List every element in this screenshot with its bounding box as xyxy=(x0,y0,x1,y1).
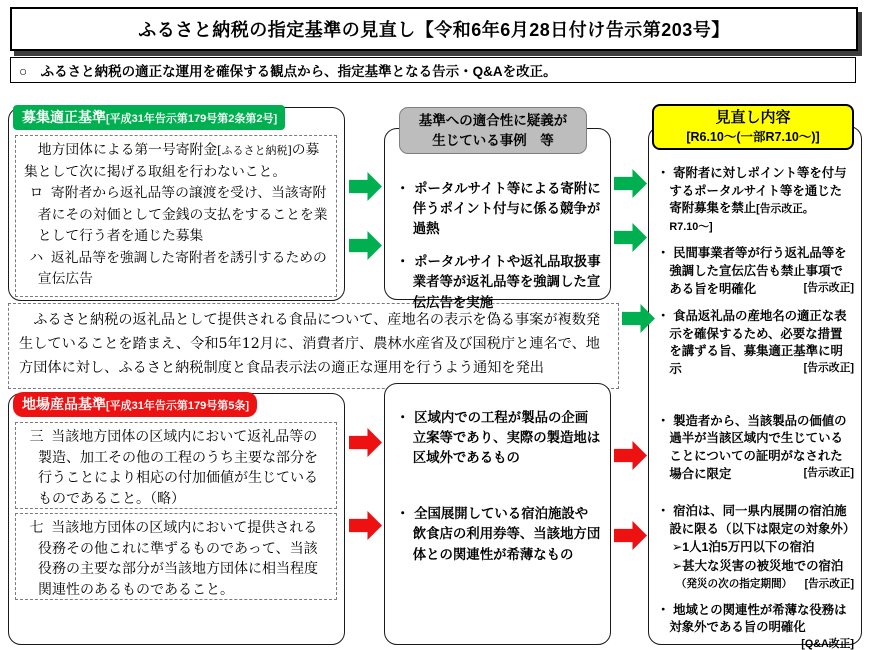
page-title-text: ふるさと納税の指定基準の見直し【令和6年6月28日付け告示第203号】 xyxy=(138,20,730,40)
local-product-label-ref: [平成31年告示第179号第5条] xyxy=(106,400,250,412)
recruitment-dashed-box xyxy=(15,135,337,297)
revision-tag: [告示改正] xyxy=(803,466,854,479)
recruitment-item: ハ 返礼品等を強調した寄附者を誘引するための宣伝広告 xyxy=(29,249,327,288)
revision-bullet: ・ 民間事業者等が行う返礼品等を強調した宣伝広告も禁止事項である旨を明確化 [告示改正] xyxy=(657,246,854,296)
local-product-item-box xyxy=(15,513,337,600)
revision-bullet: ・ 寄附者に対しポイント等を付与するポータルサイト等を通じた寄附募集を禁止[告示改正。R7.10〜] xyxy=(657,166,847,233)
revision-panel xyxy=(648,126,862,650)
red-right-arrow-icon xyxy=(349,511,382,540)
red-right-arrow-icon xyxy=(614,521,647,550)
revision-bullet: ・ 宿泊は、同一県内展開の宿泊施設に限る（以下は限定の対象外） ➢1人1泊5万円以下の宿泊 ➢甚大な災害の被災地での宿泊 （発災の次の指定期間） [告示改正] xyxy=(657,503,854,591)
lead-text: ○ ふるさと納税の適正な運用を確保する観点から、指定基準となる告示・Q&Aを改正。 xyxy=(19,64,557,79)
red-right-arrow-icon xyxy=(349,428,382,457)
cases-panel-bottom xyxy=(384,383,611,645)
lead-box xyxy=(10,57,856,83)
revision-tag: [告示改正。R7.10〜] xyxy=(669,203,814,233)
recruitment-item: ロ 寄附者から返礼品等の譲渡を受け、当該寄附者にその対価として金銭の支払をすることを業として行う者を通じた募集 xyxy=(29,185,328,245)
revision-subitem: ➢1人1泊5万円以下の宿泊 xyxy=(671,540,815,555)
case-bullet: ・ 全国展開している宿泊施設や飲食店の利用券等、当該地方団体との関連性が希薄なもの xyxy=(396,506,601,562)
food-notice-text: ふるさと納税の返礼品として提供される食品について、産地名の表示を偽る事案が複数発生していることを踏まえ、令和5年12月に、消費者庁、農林水産省及び国税庁と連名で、地方団体に対し、ふるさと納税制度と食品表示法の適正な運用を行うよう通知を発出 xyxy=(19,312,601,376)
revision-header: 見直し内容 [R6.10〜(一部R7.10〜)] xyxy=(652,104,854,150)
recruitment-label-ref: [平成31年告示第179号第2条第2号] xyxy=(106,113,278,125)
revision-tag: [告示改正] xyxy=(803,362,854,375)
local-product-item-box xyxy=(15,422,337,509)
revision-tag: [告示改正] xyxy=(804,577,854,590)
revision-subitem: ➢甚大な災害の被災地での宿泊 xyxy=(671,558,844,573)
case-bullet: ・ 区域内での工程が製品の企画立案等であり、実際の製造地は区域外であるもの xyxy=(396,410,601,466)
local-product-label-text: 地場産品基準 xyxy=(22,396,106,412)
revision-bullet: ・ 地域との関連性が希薄な役務は対象外である旨の明確化 [Q&A改正] xyxy=(657,602,854,650)
local-product-item: 七 当該地方団体の区域内において提供される役務その他これに準ずるものであって、当該役務の主要な部分が当該地方団体に相当程度関連性のあるものであること。 xyxy=(29,520,318,599)
green-right-arrow-icon xyxy=(349,231,382,260)
revision-note: （発災の次の指定期間） xyxy=(675,577,793,590)
food-notice-box xyxy=(8,303,619,389)
green-right-arrow-icon xyxy=(349,172,382,201)
furusato-bracket: [ふるさと納税] xyxy=(217,144,292,157)
revision-note-row xyxy=(669,577,854,592)
recruitment-label xyxy=(13,105,285,130)
green-right-arrow-icon xyxy=(614,223,647,252)
local-product-label xyxy=(13,392,257,417)
local-product-item: 三 当該地方団体の区域内において返礼品等の製造、加工その他の工程のうち主要な部分を行うことにより相応の付加価値が生じているものであること。（略） xyxy=(29,429,318,508)
case-bullet: ・ ポータルサイト等による寄附に伴うポイント付与に係る競争が過熱 xyxy=(396,181,601,237)
case-bullet: ・ ポータルサイトや返礼品取扱事業者等が返礼品等を強調した宣伝広告を実施 xyxy=(396,254,601,310)
page-title xyxy=(10,7,858,51)
revision-bullet: ・ 食品返礼品の産地名の適正な表示を確保するため、必要な措置を講ずる旨、募集適正基準に明示 [告示改正] xyxy=(657,309,854,377)
revision-tag: [Q&A改正] xyxy=(801,637,854,650)
red-right-arrow-icon xyxy=(614,441,647,470)
revision-bullet: ・ 製造者から、当該製品の価値の過半が当該区域内で生じていることについての証明がなされた場合に限定 [告示改正] xyxy=(657,413,854,481)
recruitment-intro: 地方団体による第一号寄附金[ふるさと納税]の募集として次に掲げる取組を行わないこと。 xyxy=(24,142,320,180)
recruitment-label-text: 募集適正基準 xyxy=(22,109,106,125)
revision-tag: [告示改正] xyxy=(803,281,854,294)
green-right-arrow-icon xyxy=(614,169,647,198)
cases-header: 基準への適合性に疑義が 生じている事例 等 xyxy=(399,107,587,154)
